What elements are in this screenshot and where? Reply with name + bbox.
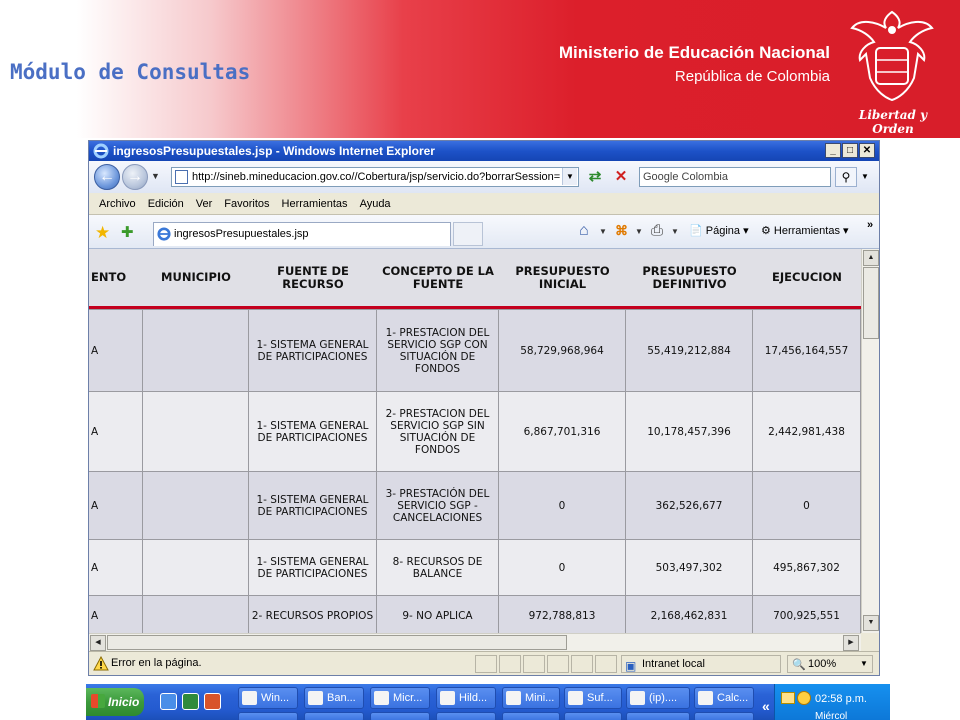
- cell-ejecucion: 495,867,302: [753, 540, 861, 595]
- menu-ayuda[interactable]: Ayuda: [359, 198, 391, 210]
- window-icon: [630, 691, 645, 705]
- table-row: [89, 471, 861, 539]
- col-header-ejecucion: EJECUCION: [772, 270, 842, 284]
- cell-departamento: A: [89, 540, 143, 595]
- status-text: Error en la página.: [111, 657, 202, 669]
- more-chevron-icon[interactable]: »: [867, 219, 874, 231]
- command-bar: [89, 215, 879, 249]
- cell-departamento: A: [89, 596, 143, 633]
- search-input[interactable]: [639, 167, 831, 187]
- scroll-up-icon[interactable]: ▲: [863, 250, 879, 266]
- cell-fuente: 1- SISTEMA GENERAL DE PARTICIPACIONES: [249, 540, 377, 595]
- status-panel: [475, 655, 497, 673]
- window-icon: [308, 691, 323, 705]
- cell-municipio: [143, 392, 249, 471]
- history-dropdown-icon[interactable]: ▼: [151, 171, 160, 181]
- security-zone[interactable]: [621, 655, 781, 673]
- tools-menu-label: Herramientas: [773, 225, 840, 237]
- window-icon: [374, 691, 389, 705]
- window-icon: [506, 691, 521, 705]
- status-panel: [595, 655, 617, 673]
- cell-fuente: 2- RECURSOS PROPIOS: [249, 596, 377, 633]
- motto: Libertad y Orden: [858, 108, 928, 136]
- refresh-icon[interactable]: ⇄: [588, 168, 602, 185]
- taskbar-button-calc[interactable]: [694, 687, 754, 709]
- taskbar-button-row2[interactable]: [304, 712, 364, 720]
- coat-of-arms-icon: [846, 8, 938, 104]
- taskbar-button-row2[interactable]: [502, 712, 560, 720]
- cell-fuente: 1- SISTEMA GENERAL DE PARTICIPACIONES: [249, 310, 377, 391]
- menu-edicion[interactable]: Edición: [147, 198, 184, 210]
- status-panel: [571, 655, 593, 673]
- taskbar-button-row2[interactable]: [370, 712, 430, 720]
- quicklaunch-excel-icon[interactable]: [182, 693, 199, 710]
- cell-ejecucion: 17,456,164,557: [753, 310, 861, 391]
- ministry-block: [559, 43, 830, 85]
- minimize-button[interactable]: _: [825, 143, 841, 158]
- cell-departamento: A: [89, 310, 143, 391]
- window-titlebar[interactable]: [89, 141, 879, 161]
- taskbar-button-mini[interactable]: [502, 687, 560, 709]
- col-header-departamento: ENTO: [91, 270, 127, 284]
- mail-tray-icon[interactable]: [781, 692, 795, 704]
- print-icon[interactable]: ⎙: [651, 222, 664, 239]
- cell-definitivo: 55,419,212,884: [626, 310, 753, 391]
- window-icon: [568, 691, 583, 705]
- page-content: [89, 249, 861, 633]
- cell-definitivo: 2,168,462,831: [626, 596, 753, 633]
- taskbar-label: (ip)....: [649, 692, 678, 704]
- page-menu-label: Página: [705, 225, 741, 237]
- address-dropdown-icon[interactable]: ▼: [562, 168, 577, 185]
- system-tray: [774, 684, 890, 720]
- taskbar-button-micr[interactable]: [370, 687, 430, 709]
- status-panel: [523, 655, 545, 673]
- cell-concepto: 2- PRESTACION DEL SERVICIO SGP SIN SITUACIÓN DE FONDOS: [377, 392, 499, 471]
- vertical-scrollbar[interactable]: [861, 249, 879, 633]
- module-title: Módulo de Consultas: [10, 60, 251, 84]
- start-label: Inicio: [108, 695, 140, 709]
- intranet-icon: ▣: [625, 659, 637, 673]
- print-dropdown-icon[interactable]: ▼: [671, 227, 679, 236]
- search-icon[interactable]: ⚲: [835, 167, 857, 187]
- menu-favoritos[interactable]: Favoritos: [224, 198, 270, 210]
- cell-municipio: [143, 472, 249, 539]
- ie-tab-icon: [157, 227, 171, 241]
- home-dropdown-icon[interactable]: ▼: [599, 227, 607, 236]
- taskbar-label: Suf...: [587, 692, 613, 704]
- tab-label: ingresosPresupuestales.jsp: [174, 228, 309, 240]
- col-header-inicial: PRESUPUESTO INICIAL: [515, 263, 610, 291]
- forward-button[interactable]: →: [122, 164, 148, 190]
- search-dropdown-icon[interactable]: ▼: [861, 172, 869, 181]
- tools-menu-button[interactable]: ⚙ Herramientas ▾: [761, 225, 849, 237]
- page-icon: [175, 170, 188, 184]
- status-bar: [89, 651, 879, 675]
- taskbar-button-row2[interactable]: [626, 712, 690, 720]
- cell-ejecucion: 2,442,981,438: [753, 392, 861, 471]
- cell-fuente: 1- SISTEMA GENERAL DE PARTICIPACIONES: [249, 392, 377, 471]
- taskbar-label: Hild...: [459, 692, 488, 704]
- browser-window: [88, 140, 880, 676]
- taskbar-label: Mini...: [525, 692, 555, 704]
- menu-bar: [89, 193, 879, 215]
- scroll-down-icon[interactable]: ▼: [863, 615, 879, 631]
- status-panel: [547, 655, 569, 673]
- taskbar-button-row2[interactable]: [564, 712, 622, 720]
- cell-concepto: 9- NO APLICA: [377, 596, 499, 633]
- window-icon: [698, 691, 713, 705]
- home-icon[interactable]: ⌂: [579, 222, 589, 239]
- back-button[interactable]: ←: [94, 164, 120, 190]
- cell-departamento: A: [89, 392, 143, 471]
- add-favorites-icon[interactable]: ✚: [121, 224, 134, 241]
- clock-time[interactable]: 02:58 p.m.: [815, 693, 867, 705]
- cell-inicial: 972,788,813: [499, 596, 626, 633]
- clock-day: Miércol: [815, 711, 848, 720]
- start-button[interactable]: [86, 688, 144, 716]
- cell-definitivo: 10,178,457,396: [626, 392, 753, 471]
- taskbar-button-row2[interactable]: [694, 712, 754, 720]
- table-row: [89, 309, 861, 391]
- new-tab-button[interactable]: [453, 222, 483, 246]
- taskbar-label: Calc...: [717, 692, 749, 704]
- cell-concepto: 3- PRESTACIÓN DEL SERVICIO SGP - CANCELACIONES: [377, 472, 499, 539]
- cell-definitivo: 503,497,302: [626, 540, 753, 595]
- taskbar-button-suf[interactable]: [564, 687, 622, 709]
- taskbar-label: Ban...: [327, 692, 356, 704]
- tray-expand-icon[interactable]: «: [762, 698, 770, 714]
- window-icon: [242, 691, 257, 705]
- close-button[interactable]: ✕: [859, 143, 875, 158]
- taskbar-label: Win...: [261, 692, 290, 704]
- cell-municipio: [143, 540, 249, 595]
- cell-inicial: 6,867,701,316: [499, 392, 626, 471]
- cell-concepto: 1- PRESTACION DEL SERVICIO SGP CON SITUACIÓN DE FONDOS: [377, 310, 499, 391]
- scroll-right-icon[interactable]: ▶: [843, 635, 859, 651]
- taskbar: [86, 684, 890, 720]
- vertical-scroll-thumb[interactable]: [863, 267, 879, 339]
- page-menu-button[interactable]: 📄 Página ▾: [689, 225, 749, 237]
- table-header: [89, 249, 861, 309]
- table-row: [89, 391, 861, 471]
- cell-ejecucion: 700,925,551: [753, 596, 861, 633]
- cell-concepto: 8- RECURSOS DE BALANCE: [377, 540, 499, 595]
- col-header-definitivo: PRESUPUESTO DEFINITIVO: [642, 263, 737, 291]
- table-row: [89, 539, 861, 595]
- address-field[interactable]: [171, 167, 579, 187]
- cell-inicial: 0: [499, 540, 626, 595]
- search-placeholder: Google Colombia: [643, 171, 728, 183]
- table-body: [89, 309, 861, 633]
- cell-definitivo: 362,526,677: [626, 472, 753, 539]
- cell-ejecucion: 0: [753, 472, 861, 539]
- horizontal-scrollbar[interactable]: [89, 633, 861, 651]
- zone-label: Intranet local: [642, 658, 705, 670]
- favorites-star-icon[interactable]: ★: [95, 223, 111, 242]
- taskbar-button-windows[interactable]: [238, 687, 298, 709]
- windows-logo-icon: [91, 694, 105, 708]
- taskbar-button-ban[interactable]: [304, 687, 364, 709]
- maximize-button[interactable]: □: [842, 143, 858, 158]
- cell-departamento: A: [89, 472, 143, 539]
- zoom-dropdown-icon[interactable]: ▼: [860, 659, 868, 668]
- warning-icon[interactable]: [93, 656, 109, 671]
- tab-active[interactable]: [153, 222, 451, 246]
- zoom-control[interactable]: [787, 655, 873, 673]
- ie-logo-icon: [93, 143, 109, 159]
- menu-archivo[interactable]: Archivo: [99, 198, 136, 210]
- menu-ver[interactable]: Ver: [195, 198, 213, 210]
- menu-herramientas[interactable]: Herramientas: [281, 198, 348, 210]
- ministry-name: Ministerio de Educación Nacional: [558, 43, 830, 62]
- taskbar-button-row2[interactable]: [436, 712, 496, 720]
- status-panel: [499, 655, 521, 673]
- window-controls: [825, 143, 875, 158]
- address-toolbar: [89, 161, 879, 193]
- window-title: ingresosPresupuestales.jsp - Windows Internet Explorer: [113, 144, 435, 158]
- horizontal-scroll-thumb[interactable]: [107, 635, 567, 650]
- feeds-icon[interactable]: ⌘: [615, 223, 628, 238]
- taskbar-label: Micr...: [393, 692, 423, 704]
- feeds-dropdown-icon[interactable]: ▼: [635, 227, 643, 236]
- taskbar-button-ip[interactable]: [626, 687, 690, 709]
- taskbar-button-row2[interactable]: [238, 712, 298, 720]
- cell-fuente: 1- SISTEMA GENERAL DE PARTICIPACIONES: [249, 472, 377, 539]
- col-header-concepto: CONCEPTO DE LA FUENTE: [382, 263, 494, 291]
- quicklaunch-ie-icon[interactable]: [160, 693, 177, 710]
- quicklaunch-powerpoint-icon[interactable]: [204, 693, 221, 710]
- cell-inicial: 0: [499, 472, 626, 539]
- republic-name: República de Colombia: [674, 68, 830, 85]
- clock-tray-icon[interactable]: [797, 691, 811, 705]
- stop-icon[interactable]: ✕: [614, 168, 628, 185]
- window-icon: [440, 691, 455, 705]
- col-header-fuente: FUENTE DE RECURSO: [277, 263, 349, 291]
- table-row: [89, 595, 861, 633]
- zoom-label: 100%: [808, 658, 837, 670]
- cell-inicial: 58,729,968,964: [499, 310, 626, 391]
- taskbar-button-hild[interactable]: [436, 687, 496, 709]
- cell-municipio: [143, 596, 249, 633]
- col-header-municipio: MUNICIPIO: [161, 270, 231, 284]
- zoom-icon: 🔍: [792, 659, 806, 671]
- scroll-left-icon[interactable]: ◀: [90, 635, 106, 651]
- address-text: http://sineb.mineducacion.gov.co//Cobertura/jsp/servicio.do?borrarSession=: [192, 171, 561, 183]
- cell-municipio: [143, 310, 249, 391]
